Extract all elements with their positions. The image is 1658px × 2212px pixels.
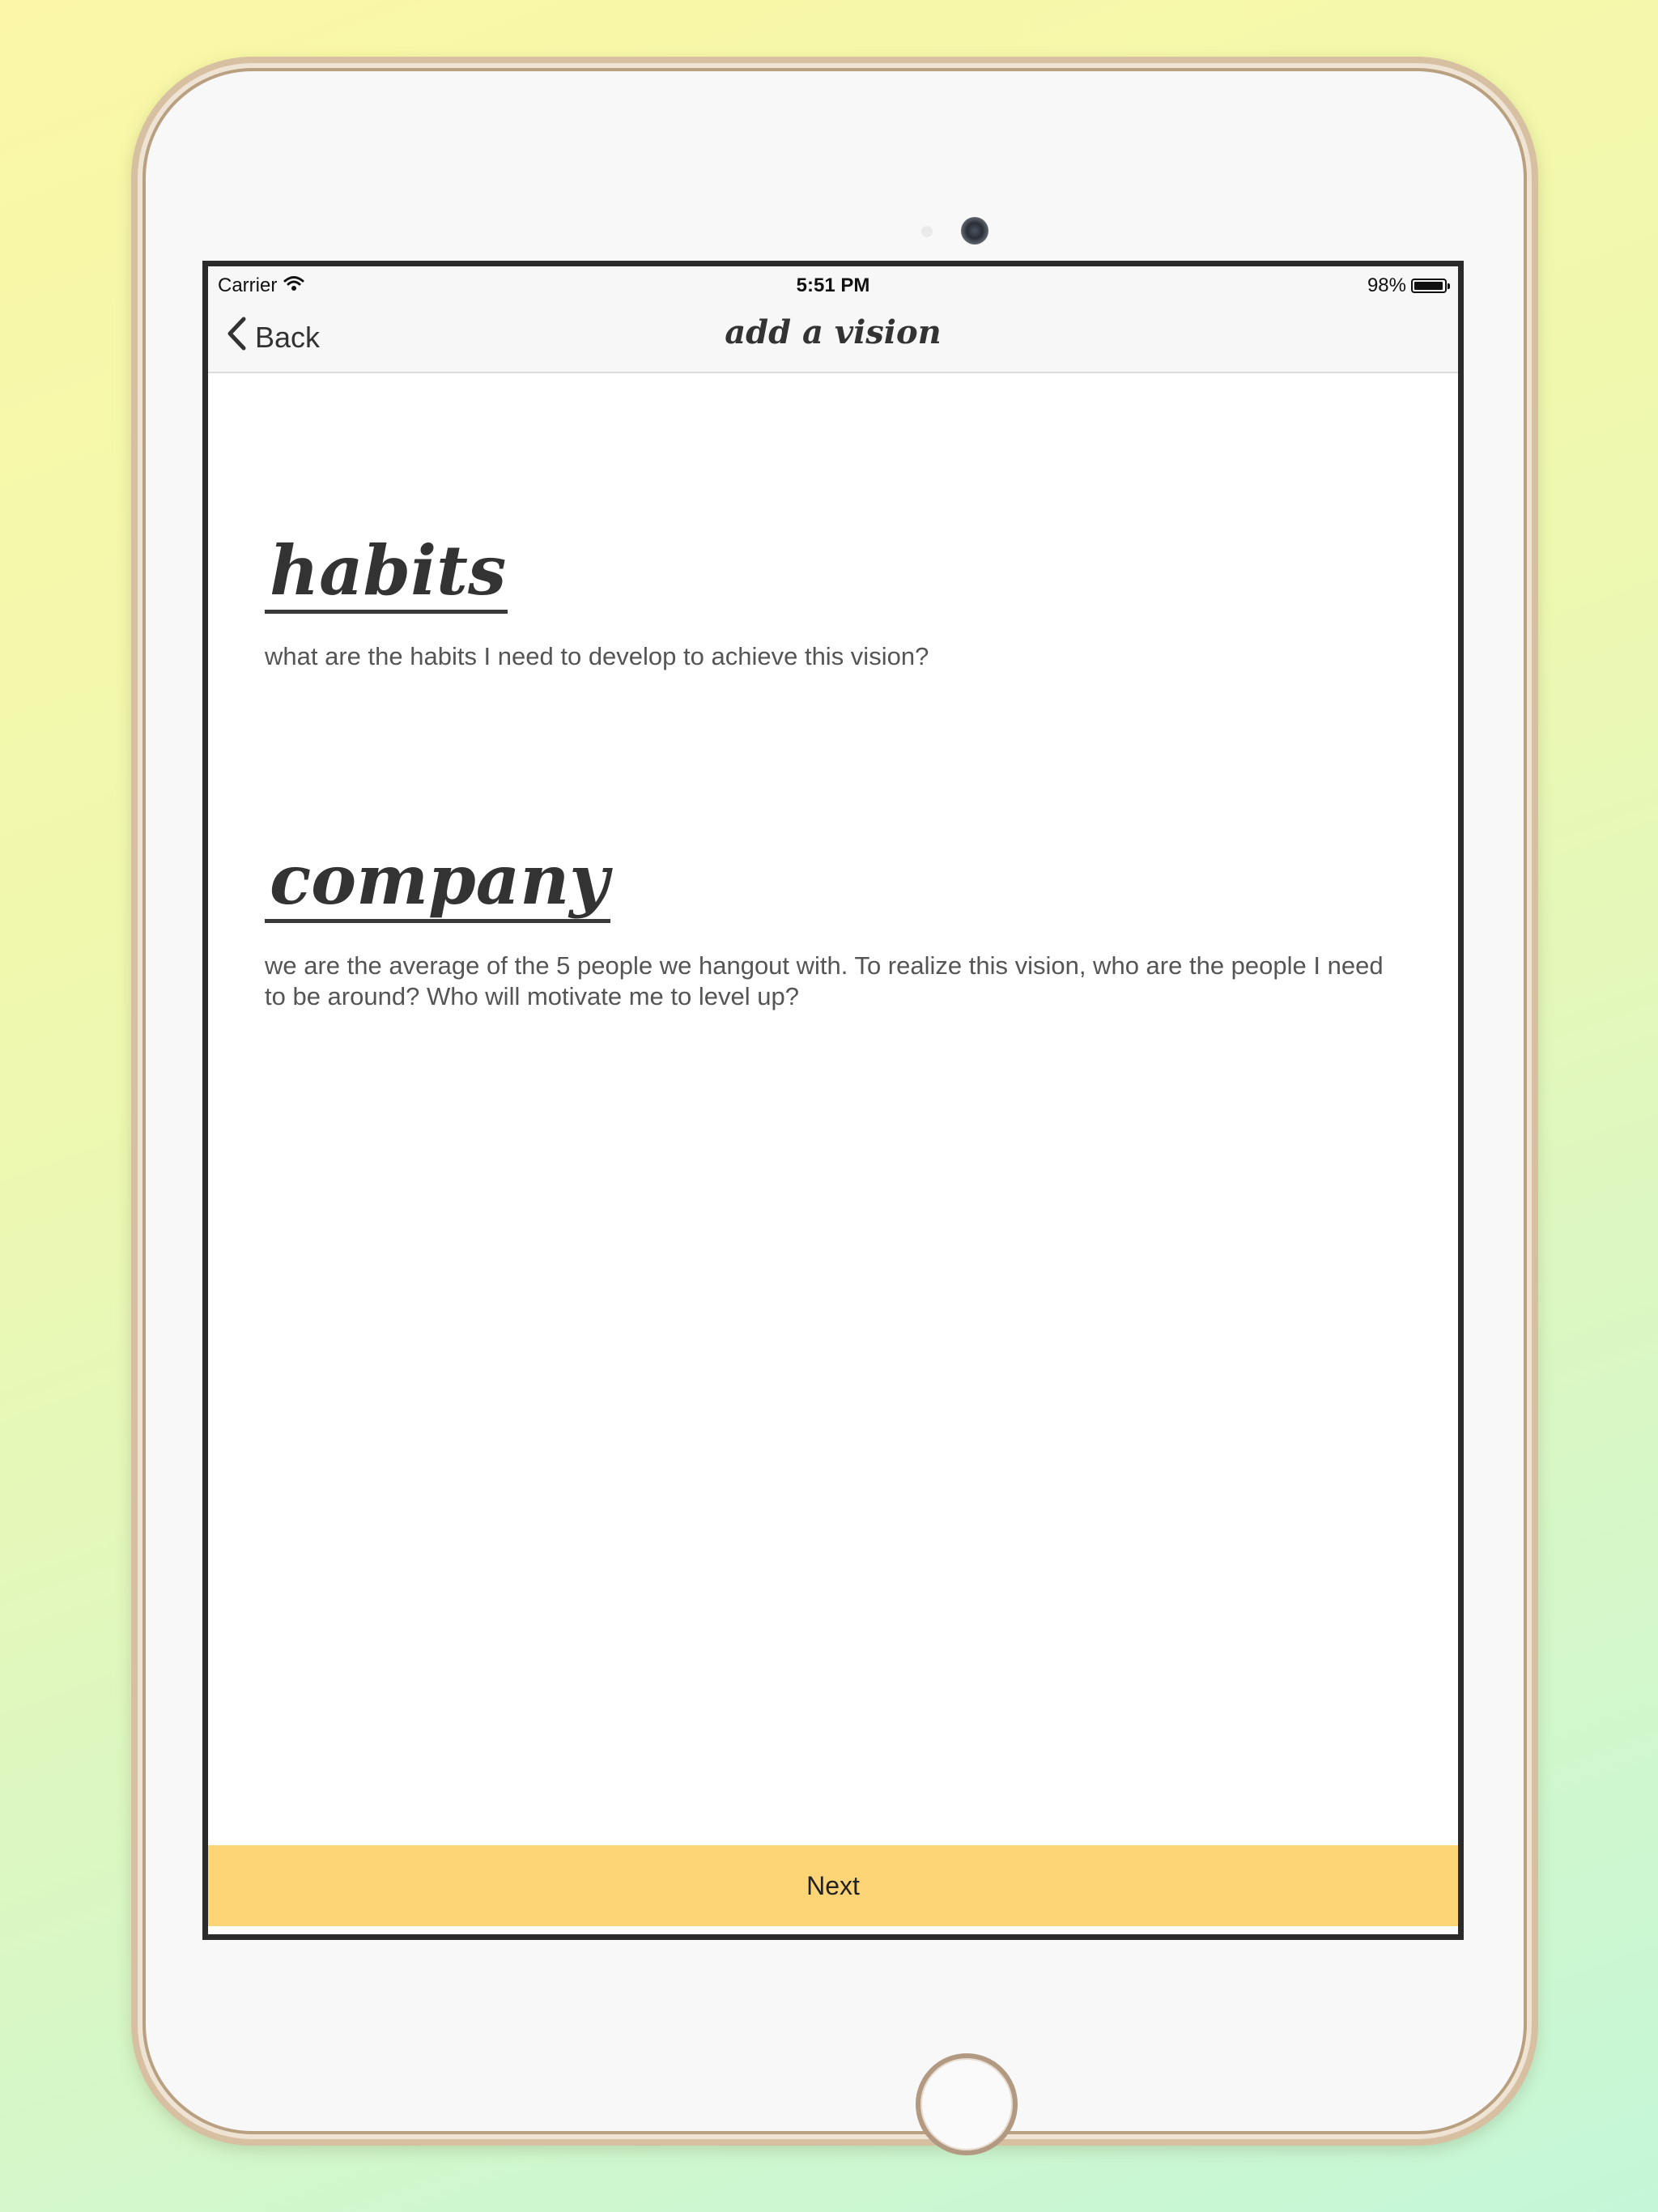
habits-title: habits <box>265 535 508 614</box>
battery-fill <box>1414 282 1443 290</box>
company-title: company <box>265 844 610 923</box>
home-button[interactable] <box>916 2053 1018 2155</box>
habits-description[interactable]: what are the habits I need to develop to achieve this vision? <box>265 642 929 671</box>
status-right <box>1367 274 1447 297</box>
status-time: 5:51 PM <box>796 274 870 296</box>
back-label: Back <box>255 320 321 354</box>
company-section <box>265 840 1401 1012</box>
battery-percent: 98% <box>1367 274 1406 296</box>
app-screen <box>202 261 1464 1940</box>
carrier-label: Carrier <box>218 274 278 296</box>
company-description[interactable]: we are the average of the 5 people we hangout with. To realize this vision, who are the people I need to be around? Who will motivate me to level up? <box>265 951 1384 1011</box>
battery-icon <box>1411 279 1447 293</box>
next-button[interactable]: Next <box>208 1845 1458 1926</box>
content-area <box>208 373 1458 1837</box>
navigation-bar <box>208 299 1458 373</box>
proximity-sensor <box>921 226 933 237</box>
habits-section <box>265 530 1401 672</box>
status-bar <box>208 266 1458 299</box>
camera-icon <box>961 217 988 245</box>
page-title: add a vision <box>725 313 942 351</box>
